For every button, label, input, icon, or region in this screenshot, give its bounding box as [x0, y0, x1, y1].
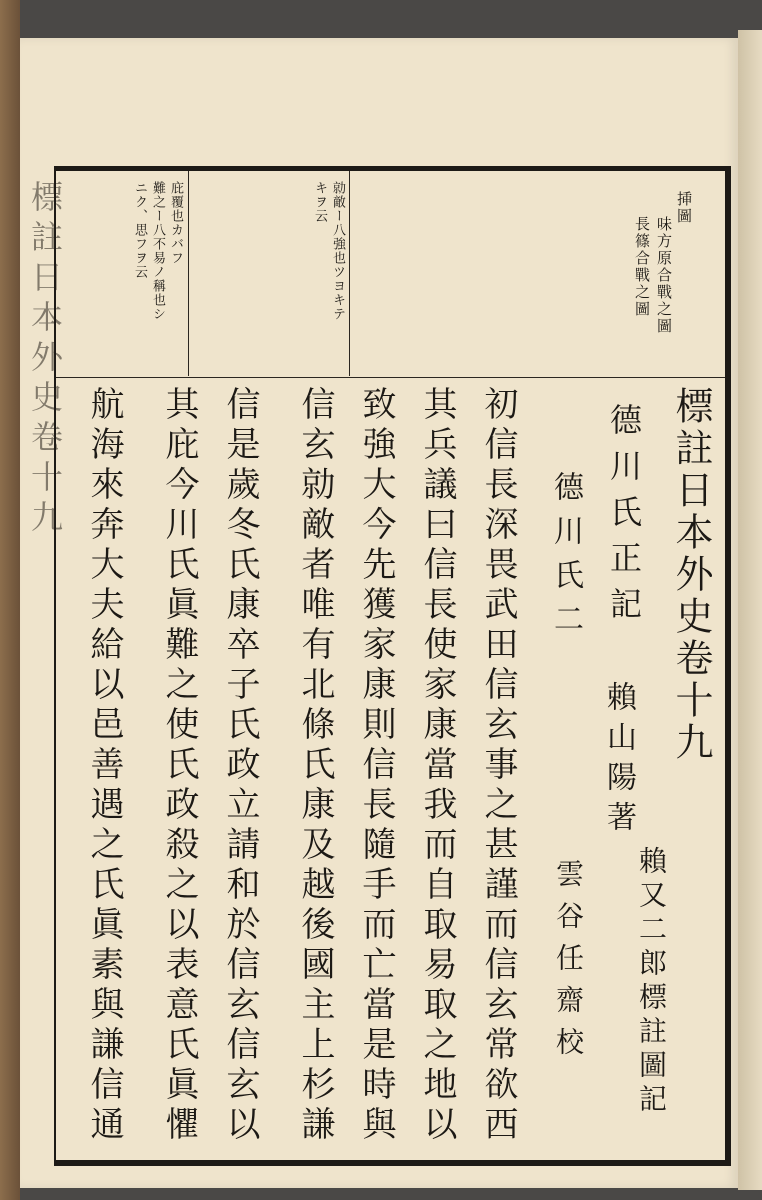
- body-line-5: 信是歲冬氏康卒子氏政立請和於信玄信玄以: [220, 386, 260, 1146]
- note-divider-right: [349, 171, 350, 376]
- author-credit: 賴山陽著: [601, 681, 636, 841]
- book-page: [20, 38, 738, 1188]
- headnote-2c: ニク、思フヲ云: [132, 181, 147, 279]
- note-divider-left: [188, 171, 189, 376]
- headnote-2a: 庇覆也カバフ: [168, 181, 183, 265]
- bleed-through-edge-text: 標註日本外史卷十九: [26, 180, 64, 540]
- page-stack-edge: [738, 30, 762, 1190]
- illustration-header: 挿圖: [675, 191, 693, 225]
- headnote-1b: キヲ云: [312, 181, 327, 223]
- illustration-caption-1: 味方原合戰之圖: [655, 216, 673, 335]
- headnote-2b: 難之ー八不易ノ稱也シ: [150, 181, 165, 321]
- proofreader-credit: 雲谷任齋校: [552, 859, 585, 1069]
- body-line-3: 致強大今先獲家康則信長隨手而亡當是時與: [356, 386, 396, 1146]
- text-frame: [54, 166, 731, 1166]
- header-divider: [56, 377, 725, 378]
- body-line-2: 其兵議曰信長使家康當我而自取易取之地以: [417, 386, 457, 1146]
- body-line-1: 初信長深畏武田信玄事之甚謹而信玄常欲西: [478, 386, 518, 1146]
- body-line-4: 信玄勍敵者唯有北條氏康及越後國主上杉謙: [295, 386, 335, 1146]
- chapter-subtitle: 德川氏二: [548, 471, 583, 647]
- annotator-credit: 賴又二郎標註圖記: [635, 846, 668, 1118]
- illustration-caption-2: 長篠合戰之圖: [633, 216, 651, 318]
- headnote-1a: 勍敵ー八強也ツヨキテ: [330, 181, 345, 321]
- body-line-6: 其庇今川氏眞難之使氏政殺之以表意氏眞懼: [159, 386, 199, 1146]
- book-spine: [0, 0, 20, 1200]
- book-title: 標註日本外史卷十九: [669, 386, 713, 764]
- body-line-7: 航海來奔大夫給以邑善遇之氏眞素與謙信通: [84, 386, 124, 1146]
- chapter-title: 德川氏正記: [605, 403, 643, 633]
